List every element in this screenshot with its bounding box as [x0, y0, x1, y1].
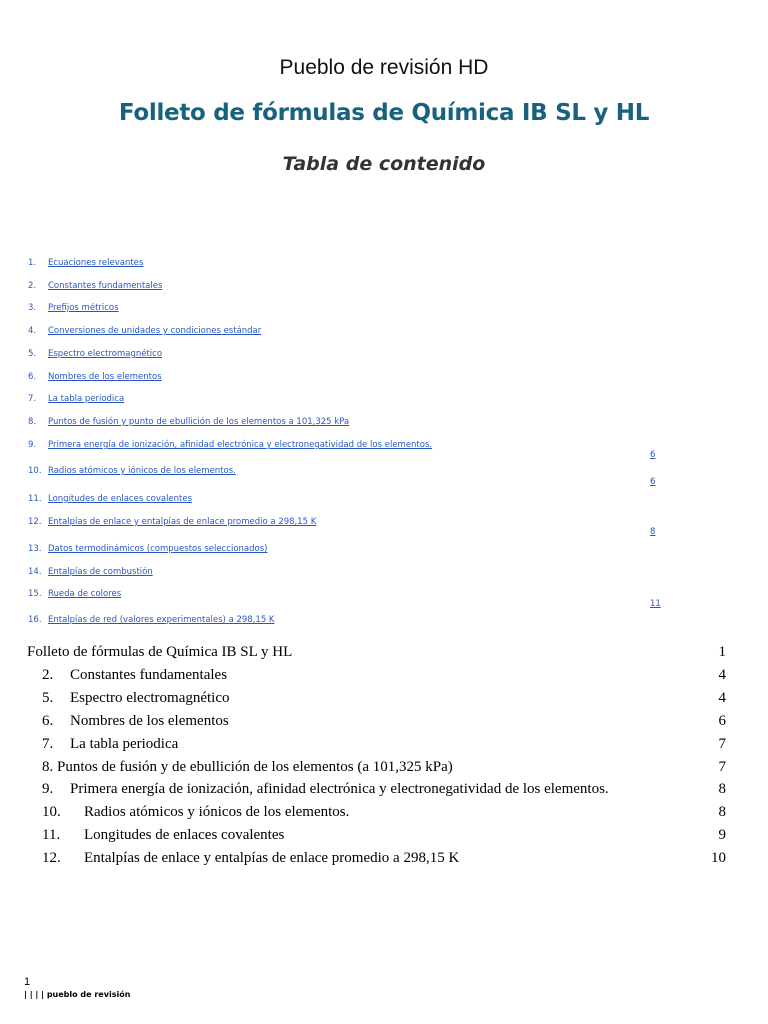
toc-entry-page: 9	[718, 827, 726, 843]
toc-link-label: Rueda de colores	[48, 589, 122, 599]
toc-link-suffix: a 101,325 kPa	[285, 417, 350, 427]
footer-brand: | | | | pueblo de revisión	[24, 990, 131, 999]
toc-entry-page: 8	[718, 781, 726, 797]
brand-name: Pueblo de revisión HD	[279, 56, 489, 79]
toc-link-number: 13.	[28, 544, 42, 554]
toc-link-label: Nombres de los elementos	[48, 372, 162, 382]
toc-link[interactable]	[28, 567, 153, 577]
toc-link-number: 16.	[28, 615, 42, 625]
toc-entry-label: Nombres de los elementos	[70, 713, 229, 729]
toc-entry[interactable]	[27, 664, 726, 686]
toc-entry-number: 2.	[42, 667, 54, 683]
toc-link[interactable]	[28, 349, 162, 359]
toc-link-page[interactable]: 8	[650, 527, 656, 537]
toc-link-number: 8.	[28, 417, 37, 427]
toc-link-number: 10.	[28, 466, 42, 476]
toc-link-label: Longitudes de enlaces covalentes	[48, 494, 193, 504]
toc-link-number: 4.	[28, 326, 37, 336]
toc-link[interactable]	[28, 440, 432, 450]
toc-entry[interactable]	[27, 710, 726, 732]
toc-entry[interactable]	[27, 801, 726, 823]
toc-link-page[interactable]: 6	[650, 477, 656, 487]
toc-entry-label: Espectro electromagnético	[70, 690, 230, 706]
toc-link-number: 11.	[28, 494, 42, 504]
toc-link-label: Espectro electromagnético	[48, 349, 163, 359]
toc-entry-page: 10	[711, 850, 726, 866]
toc-link-label: Constantes fundamentales	[48, 281, 163, 291]
toc-entry-number: 11.	[42, 827, 61, 843]
toc-link-number: 12.	[28, 517, 42, 527]
toc-link[interactable]	[28, 394, 124, 404]
toc-link-page[interactable]: 6	[650, 450, 656, 460]
toc-link-label: Puntos de fusión y punto de ebullición de los elementos	[48, 417, 286, 427]
toc-link-label: Datos termodinámicos (compuestos seleccionados)	[48, 544, 268, 554]
toc-entry[interactable]	[27, 641, 726, 663]
toc-link-number: 7.	[28, 394, 37, 404]
toc-link[interactable]	[28, 589, 121, 599]
toc-link-label: Primera energía de ionización, afinidad electrónica y electronegatividad de los elementos.	[48, 440, 433, 450]
toc-entry-label: 8. Puntos de fusión y de ebullición de los elementos (a 101,325 kPa)	[42, 759, 453, 775]
toc-entry-label: Constantes fundamentales	[70, 667, 228, 683]
toc-entry-page: 4	[718, 667, 726, 683]
toc-entry-label: La tabla periodica	[70, 736, 179, 752]
toc-link[interactable]	[28, 281, 162, 291]
toc-entry[interactable]	[27, 778, 726, 800]
toc-link-label: Prefijos métricos	[48, 303, 119, 313]
toc-link-number: 2.	[28, 281, 37, 291]
toc-link-number: 9.	[28, 440, 37, 450]
toc-heading: Tabla de contenido	[282, 153, 486, 175]
toc-entry-label: Primera energía de ionización, afinidad electrónica y electronegatividad de los elementos.	[70, 781, 609, 797]
toc-entry-page: 7	[718, 759, 726, 775]
toc-entry-number: 5.	[42, 690, 54, 706]
toc-link[interactable]	[28, 417, 349, 427]
toc-link-label: Entalpías de enlace y entalpías de enlace promedio a 298,15 K	[48, 517, 317, 527]
toc-link[interactable]	[28, 494, 192, 504]
toc-link[interactable]	[28, 544, 267, 554]
toc-link[interactable]	[28, 303, 119, 313]
toc-entry-number: 12.	[42, 850, 61, 866]
toc-entry-page: 8	[718, 804, 726, 820]
toc-entry-page: 6	[718, 713, 726, 729]
toc-link[interactable]	[28, 517, 316, 527]
toc-link-page[interactable]: 11	[650, 599, 661, 609]
toc-link-number: 5.	[28, 349, 37, 359]
toc-entry-number: 6.	[42, 713, 54, 729]
toc-link[interactable]	[28, 466, 236, 476]
toc-entry[interactable]	[27, 847, 726, 869]
toc-link-number: 3.	[28, 303, 37, 313]
toc-entry-number: 9.	[42, 781, 54, 797]
toc-entry-label: Longitudes de enlaces covalentes	[84, 827, 285, 843]
toc-entry-label: Entalpías de enlace y entalpías de enlace promedio a 298,15 K	[84, 850, 460, 866]
page-title: Folleto de fórmulas de Química IB SL y HL	[118, 100, 650, 126]
toc-entry-page: 1	[718, 644, 726, 660]
toc-link-label: Entalpías de combustión	[48, 567, 153, 577]
toc-entry-number: 7.	[42, 736, 54, 752]
toc-entry-label: Folleto de fórmulas de Química IB SL y HL	[27, 644, 293, 660]
toc-link-number: 14.	[28, 567, 42, 577]
toc-entry[interactable]	[27, 733, 726, 755]
toc-link-label: La tabla periodica	[48, 394, 125, 404]
toc-link-number: 6.	[28, 372, 37, 382]
toc-link-label: Radios atómicos y iónicos de los elementos.	[48, 466, 236, 476]
toc-link[interactable]	[28, 326, 261, 336]
toc-link[interactable]	[28, 258, 143, 268]
toc-link-label: Ecuaciones relevantes	[48, 258, 144, 268]
toc-link[interactable]	[28, 615, 275, 625]
toc-entry-label: Radios atómicos y iónicos de los elementos.	[84, 804, 350, 820]
toc-entry[interactable]	[27, 756, 726, 778]
toc-link-label: Conversiones de unidades y condiciones estándar	[48, 326, 262, 336]
toc-link[interactable]	[28, 372, 162, 382]
toc-link-label: Entalpías de red (valores experimentales) a 298,15 K	[48, 615, 275, 625]
toc-entry-number: 10.	[42, 804, 61, 820]
footer-page-number: 1	[24, 976, 31, 988]
toc-entry[interactable]	[27, 687, 726, 709]
toc-entry-page: 4	[718, 690, 726, 706]
toc-entry-page: 7	[718, 736, 726, 752]
toc-link-number: 1.	[28, 258, 37, 268]
toc-link-number: 15.	[28, 589, 42, 599]
toc-entry[interactable]	[27, 824, 726, 846]
